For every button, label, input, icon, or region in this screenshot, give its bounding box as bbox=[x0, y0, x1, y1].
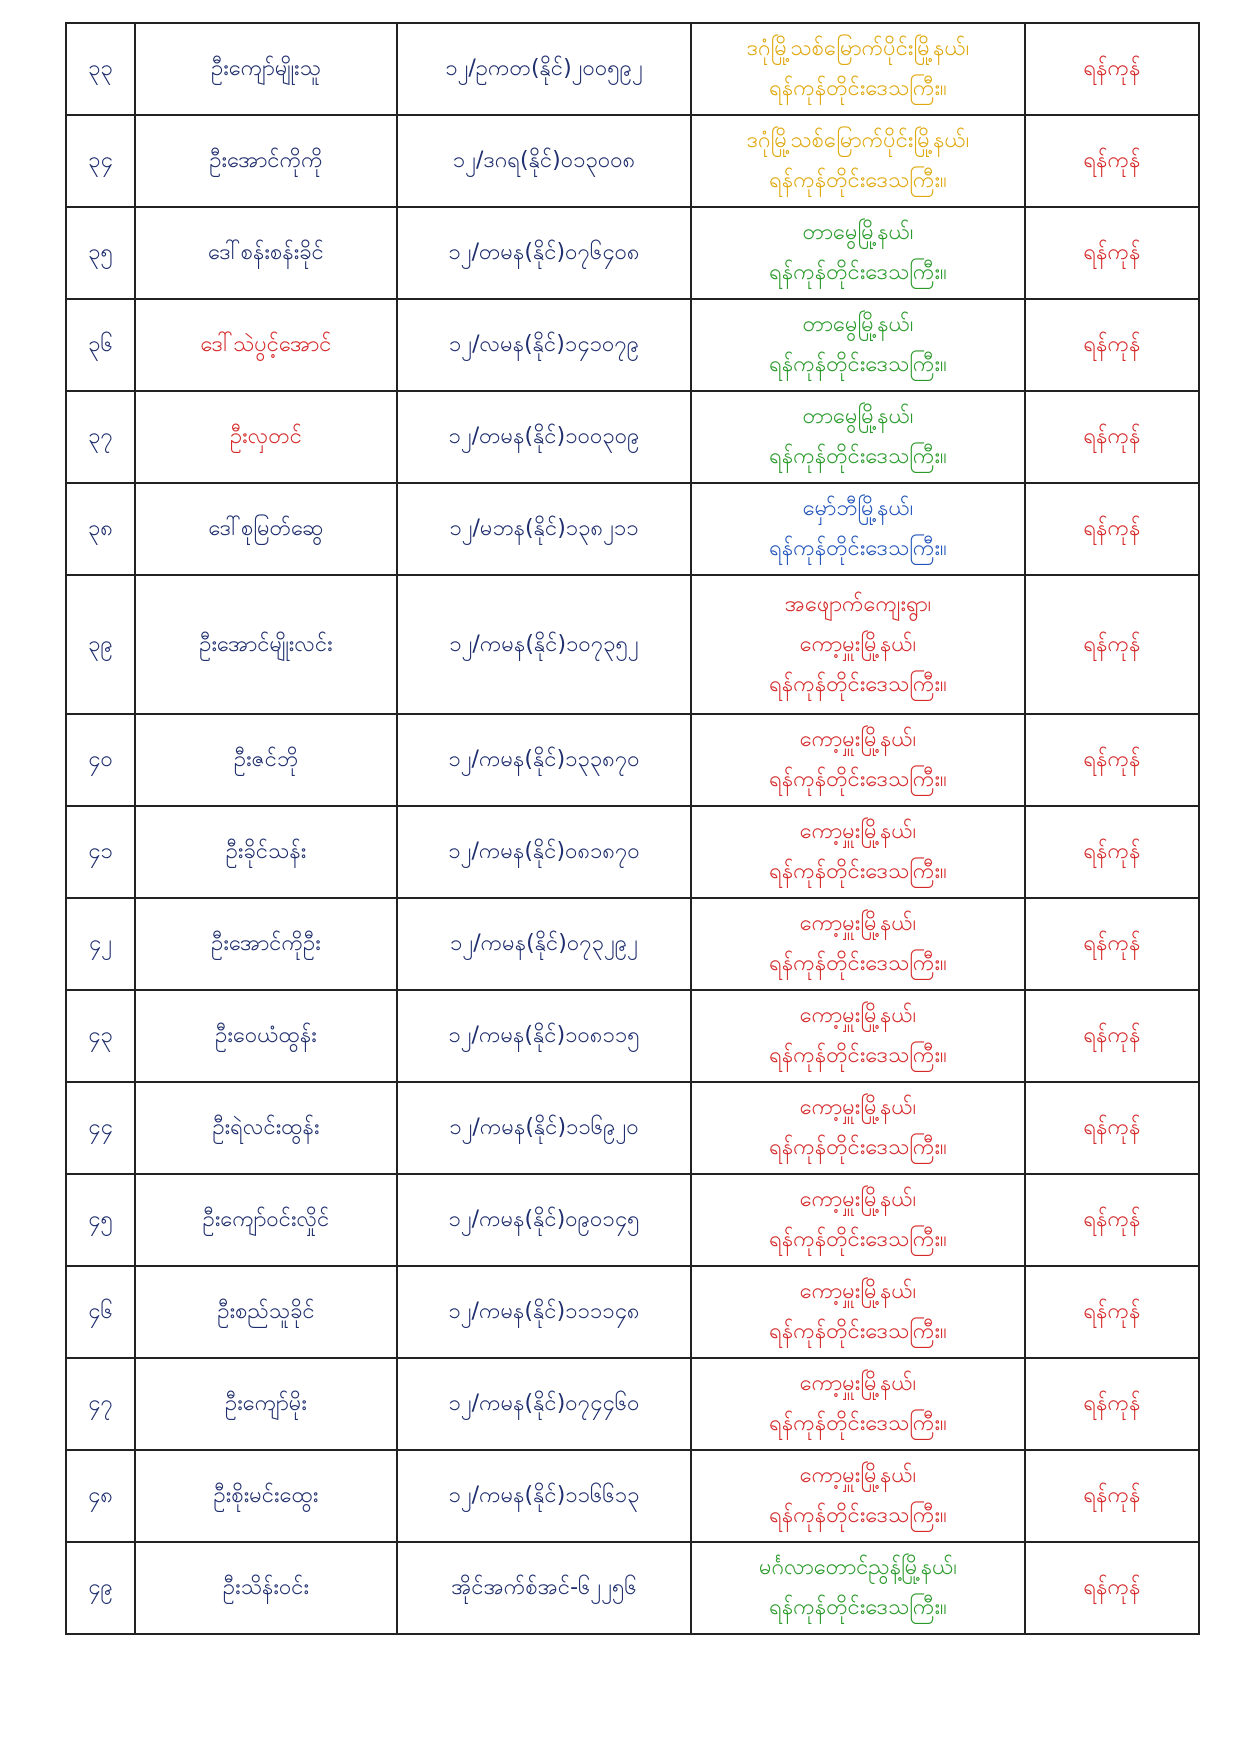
row-number-cell: ၄၇ bbox=[66, 1358, 135, 1450]
region-cell: ရန်ကုန် bbox=[1025, 714, 1199, 806]
address-cell bbox=[691, 1174, 1025, 1266]
address-line: ရန်ကုန်တိုင်းဒေသကြီး။ bbox=[769, 767, 947, 792]
table-row bbox=[66, 990, 1199, 1082]
address-cell bbox=[691, 1082, 1025, 1174]
region-cell: ရန်ကုန် bbox=[1025, 1542, 1199, 1634]
region-cell: ရန်ကုန် bbox=[1025, 115, 1199, 207]
name-cell: ဒေါ်စန်းစန်းခိုင် bbox=[135, 207, 397, 299]
table-row bbox=[66, 575, 1199, 714]
table-row bbox=[66, 483, 1199, 575]
name-cell: ဦးစည်သူခိုင် bbox=[135, 1266, 397, 1358]
name-cell: ဦးဝေယံထွန်း bbox=[135, 990, 397, 1082]
address-cell bbox=[691, 1358, 1025, 1450]
region-cell: ရန်ကုန် bbox=[1025, 299, 1199, 391]
region-cell: ရန်ကုန် bbox=[1025, 1450, 1199, 1542]
row-number-cell: ၃၄ bbox=[66, 115, 135, 207]
row-number-cell: ၄၆ bbox=[66, 1266, 135, 1358]
address-line: တာမွေမြို့နယ်၊ bbox=[802, 404, 914, 429]
document-page bbox=[65, 22, 1198, 1635]
address-line: ကော့မှူးမြို့နယ်၊ bbox=[799, 911, 917, 936]
row-number-cell: ၄၅ bbox=[66, 1174, 135, 1266]
table-row bbox=[66, 207, 1199, 299]
table-row bbox=[66, 391, 1199, 483]
address-line: ရန်ကုန်တိုင်းဒေသကြီး။ bbox=[769, 260, 947, 285]
row-number-cell: ၃၅ bbox=[66, 207, 135, 299]
address-line: ကော့မှူးမြို့နယ်၊ bbox=[799, 1371, 917, 1396]
row-number-cell: ၃၇ bbox=[66, 391, 135, 483]
region-cell: ရန်ကုန် bbox=[1025, 575, 1199, 714]
id-number-cell: ၁၂/တမန(နိုင်)၁၀၀၃၀၉ bbox=[397, 391, 691, 483]
name-cell: ဒေါ်စုမြတ်ဆွေ bbox=[135, 483, 397, 575]
row-number-cell: ၃၉ bbox=[66, 575, 135, 714]
address-line: ရန်ကုန်တိုင်းဒေသကြီး။ bbox=[769, 1319, 947, 1344]
table-row bbox=[66, 23, 1199, 115]
name-cell: ဦးအောင်ကိုဦး bbox=[135, 898, 397, 990]
address-line: ဒဂုံမြို့သစ်မြောက်ပိုင်းမြို့နယ်၊ bbox=[746, 128, 970, 153]
table-row bbox=[66, 898, 1199, 990]
table-row bbox=[66, 1082, 1199, 1174]
address-line: ကော့မှူးမြို့နယ်၊ bbox=[799, 727, 917, 752]
address-line: ရန်ကုန်တိုင်းဒေသကြီး။ bbox=[769, 1135, 947, 1160]
region-cell: ရန်ကုန် bbox=[1025, 1082, 1199, 1174]
name-cell: ဦးအောင်မျိုးလင်း bbox=[135, 575, 397, 714]
address-line: အဖျောက်ကျေးရွာ၊ bbox=[784, 591, 932, 617]
address-cell bbox=[691, 391, 1025, 483]
address-line: ရန်ကုန်တိုင်းဒေသကြီး။ bbox=[769, 536, 947, 561]
address-cell bbox=[691, 23, 1025, 115]
id-number-cell: ၁၂/ကမန(နိုင်)၀၉၀၁၄၅ bbox=[397, 1174, 691, 1266]
region-cell: ရန်ကုန် bbox=[1025, 391, 1199, 483]
id-number-cell: ၁၂/ကမန(နိုင်)၁၁၆၆၁၃ bbox=[397, 1450, 691, 1542]
address-line: ရန်ကုန်တိုင်းဒေသကြီး။ bbox=[769, 1043, 947, 1068]
region-cell: ရန်ကုန် bbox=[1025, 207, 1199, 299]
name-cell: ဒေါ်သဲပွင့်အောင် bbox=[135, 299, 397, 391]
name-cell: ဦးကျော်ဝင်းလှိုင် bbox=[135, 1174, 397, 1266]
address-line: ရန်ကုန်တိုင်းဒေသကြီး။ bbox=[769, 444, 947, 469]
table-row bbox=[66, 299, 1199, 391]
name-cell: ဦးခိုင်သန်း bbox=[135, 806, 397, 898]
address-line: ရန်ကုန်တိုင်းဒေသကြီး။ bbox=[769, 352, 947, 377]
address-cell bbox=[691, 714, 1025, 806]
region-cell: ရန်ကုန် bbox=[1025, 1358, 1199, 1450]
address-cell bbox=[691, 990, 1025, 1082]
name-cell: ဦးစိုးမင်းထွေး bbox=[135, 1450, 397, 1542]
region-cell: ရန်ကုန် bbox=[1025, 898, 1199, 990]
address-cell bbox=[691, 207, 1025, 299]
address-cell bbox=[691, 1266, 1025, 1358]
address-line: ရန်ကုန်တိုင်းဒေသကြီး။ bbox=[769, 1595, 947, 1620]
address-cell bbox=[691, 806, 1025, 898]
address-line: ရန်ကုန်တိုင်းဒေသကြီး။ bbox=[769, 168, 947, 193]
id-number-cell: ၁၂/ကမန(နိုင်)၁၁၁၁၄၈ bbox=[397, 1266, 691, 1358]
address-cell bbox=[691, 898, 1025, 990]
table-row bbox=[66, 115, 1199, 207]
address-line: ဒဂုံမြို့သစ်မြောက်ပိုင်းမြို့နယ်၊ bbox=[746, 36, 970, 61]
name-cell: ဦးကျော်မိုး bbox=[135, 1358, 397, 1450]
id-number-cell: ၁၂/လမန(နိုင်)၁၄၁၀၇၉ bbox=[397, 299, 691, 391]
name-cell: ဦးအောင်ကိုကို bbox=[135, 115, 397, 207]
row-number-cell: ၃၃ bbox=[66, 23, 135, 115]
id-number-cell: ၁၂/ကမန(နိုင်)၁၀၈၁၁၅ bbox=[397, 990, 691, 1082]
address-cell bbox=[691, 115, 1025, 207]
address-line: မှော်ဘီမြို့နယ်၊ bbox=[802, 496, 914, 521]
row-number-cell: ၄၄ bbox=[66, 1082, 135, 1174]
region-cell: ရန်ကုန် bbox=[1025, 806, 1199, 898]
table-row bbox=[66, 1266, 1199, 1358]
address-line: ရန်ကုန်တိုင်းဒေသကြီး။ bbox=[769, 859, 947, 884]
id-number-cell: ၁၂/ကမန(နိုင်)၁၁၆၉၂၀ bbox=[397, 1082, 691, 1174]
address-line: ရန်ကုန်တိုင်းဒေသကြီး။ bbox=[769, 1503, 947, 1528]
address-line: ရန်ကုန်တိုင်းဒေသကြီး။ bbox=[769, 76, 947, 101]
id-number-cell: ၁၂/ကမန(နိုင်)၀၇၄၄၆၀ bbox=[397, 1358, 691, 1450]
address-line: ကော့မှူးမြို့နယ်၊ bbox=[799, 1187, 917, 1212]
address-cell bbox=[691, 1450, 1025, 1542]
id-number-cell: ၁၂/ကမန(နိုင်)၁၀၇၃၅၂ bbox=[397, 575, 691, 714]
table-row bbox=[66, 714, 1199, 806]
records-table bbox=[65, 22, 1200, 1635]
address-line: ရန်ကုန်တိုင်းဒေသကြီး။ bbox=[769, 671, 947, 697]
address-line: ရန်ကုန်တိုင်းဒေသကြီး။ bbox=[769, 1411, 947, 1436]
address-line: ရန်ကုန်တိုင်းဒေသကြီး။ bbox=[769, 1227, 947, 1252]
address-cell bbox=[691, 1542, 1025, 1634]
address-line: ကော့မှူးမြို့နယ်၊ bbox=[799, 631, 917, 657]
address-line: တာမွေမြို့နယ်၊ bbox=[802, 220, 914, 245]
address-line: မင်္ဂလာတောင်ညွန့်မြို့နယ်၊ bbox=[759, 1555, 957, 1580]
region-cell: ရန်ကုန် bbox=[1025, 1266, 1199, 1358]
id-number-cell: ၁၂/ကမန(နိုင်)၀၇၃၂၉၂ bbox=[397, 898, 691, 990]
id-number-cell: ၁၂/ဥကတ(နိုင်)၂၀၀၅၉၂ bbox=[397, 23, 691, 115]
id-number-cell: ၁၂/ကမန(နိုင်)၁၃၃၈၇၀ bbox=[397, 714, 691, 806]
address-line: ကော့မှူးမြို့နယ်၊ bbox=[799, 1003, 917, 1028]
row-number-cell: ၄၃ bbox=[66, 990, 135, 1082]
table-row bbox=[66, 1450, 1199, 1542]
region-cell: ရန်ကုန် bbox=[1025, 483, 1199, 575]
row-number-cell: ၃၈ bbox=[66, 483, 135, 575]
row-number-cell: ၄၉ bbox=[66, 1542, 135, 1634]
id-number-cell: ၁၂/ကမန(နိုင်)၀၈၁၈၇၀ bbox=[397, 806, 691, 898]
address-line: တာမွေမြို့နယ်၊ bbox=[802, 312, 914, 337]
region-cell: ရန်ကုန် bbox=[1025, 990, 1199, 1082]
id-number-cell: ၁၂/တမန(နိုင်)၀၇၆၄၀၈ bbox=[397, 207, 691, 299]
table-row bbox=[66, 1174, 1199, 1266]
name-cell: ဦးရဲလင်းထွန်း bbox=[135, 1082, 397, 1174]
name-cell: ဦးလှတင် bbox=[135, 391, 397, 483]
name-cell: ဦးကျော်မျိုးသူ bbox=[135, 23, 397, 115]
region-cell: ရန်ကုန် bbox=[1025, 23, 1199, 115]
name-cell: ဦးသိန်းဝင်း bbox=[135, 1542, 397, 1634]
id-number-cell: အိုင်အက်စ်အင်-၆၂၂၅၆ bbox=[397, 1542, 691, 1634]
region-cell: ရန်ကုန် bbox=[1025, 1174, 1199, 1266]
row-number-cell: ၄၈ bbox=[66, 1450, 135, 1542]
address-line: ရန်ကုန်တိုင်းဒေသကြီး။ bbox=[769, 951, 947, 976]
table-row bbox=[66, 1358, 1199, 1450]
table-row bbox=[66, 1542, 1199, 1634]
address-line: ကော့မှူးမြို့နယ်၊ bbox=[799, 1279, 917, 1304]
row-number-cell: ၃၆ bbox=[66, 299, 135, 391]
address-line: ကော့မှူးမြို့နယ်၊ bbox=[799, 1095, 917, 1120]
row-number-cell: ၄၀ bbox=[66, 714, 135, 806]
id-number-cell: ၁၂/ဒဂရ(နိုင်)၀၁၃၀၀၈ bbox=[397, 115, 691, 207]
row-number-cell: ၄၁ bbox=[66, 806, 135, 898]
address-cell bbox=[691, 575, 1025, 714]
address-line: ကော့မှူးမြို့နယ်၊ bbox=[799, 819, 917, 844]
id-number-cell: ၁၂/မဘန(နိုင်)၁၃၈၂၁၁ bbox=[397, 483, 691, 575]
table-row bbox=[66, 806, 1199, 898]
row-number-cell: ၄၂ bbox=[66, 898, 135, 990]
address-line: ကော့မှူးမြို့နယ်၊ bbox=[799, 1463, 917, 1488]
records-table-body bbox=[66, 23, 1199, 1634]
address-cell bbox=[691, 299, 1025, 391]
name-cell: ဦးဇင်ဘို bbox=[135, 714, 397, 806]
address-cell bbox=[691, 483, 1025, 575]
